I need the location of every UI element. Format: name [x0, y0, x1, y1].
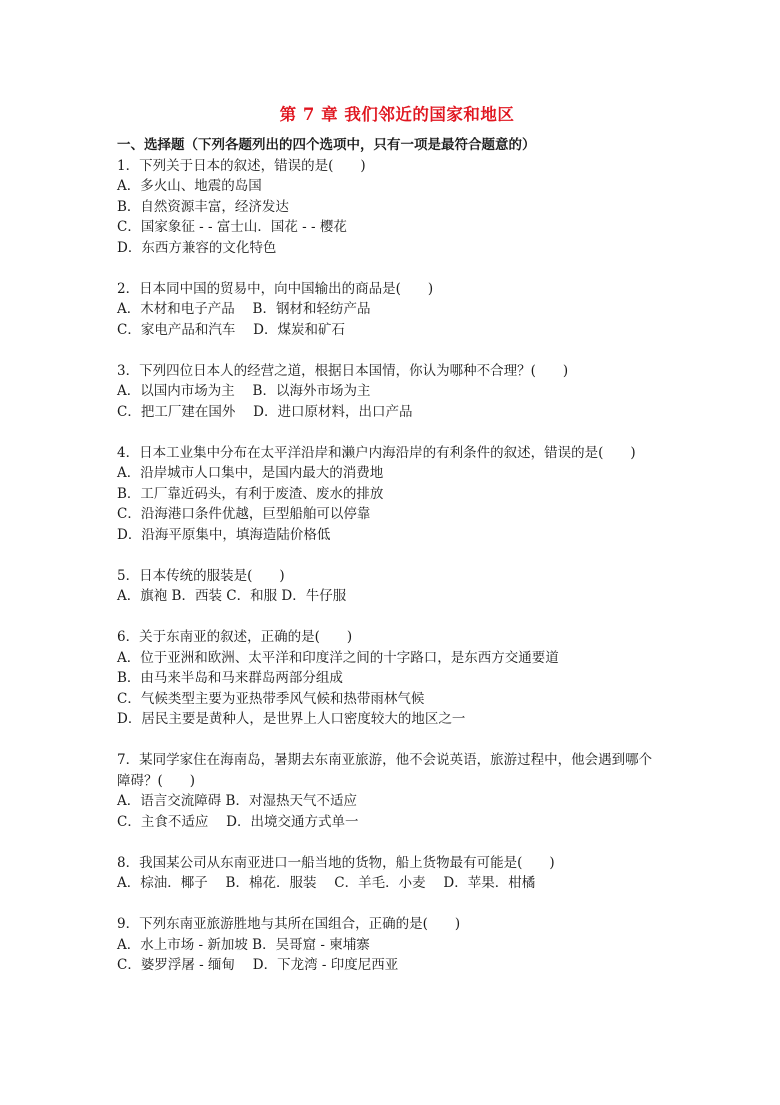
question-stem: 2．日本同中国的贸易中，向中国输出的商品是( ) — [117, 280, 434, 297]
question-line: B．自然资源丰富，经济发达 — [117, 198, 289, 215]
question-line: D．东西方兼容的文化特色 — [117, 239, 277, 256]
question-2 — [117, 279, 677, 341]
question-line: A．多火山、地震的岛国 — [117, 178, 262, 194]
question-line: C．气候类型主要为亚热带季风气候和热带雨林气候 — [117, 690, 425, 707]
question-list — [117, 156, 677, 976]
question-line: A．旗袍 B．西装 C．和服 D．牛仔服 — [117, 588, 347, 604]
spacer — [117, 545, 677, 566]
question-4 — [117, 443, 677, 546]
question-line: 障碍？( ) — [117, 772, 196, 789]
question-5 — [117, 566, 677, 607]
question-stem: 4．日本工业集中分布在太平洋沿岸和濑户内海沿岸的有利条件的叙述，错误的是( ) — [117, 444, 636, 461]
question-line: C．家电产品和汽车 D．煤炭和矿石 — [117, 321, 345, 338]
question-line: A．语言交流障碍 B．对湿热天气不适应 — [117, 793, 357, 809]
question-line: A．水上市场 - 新加坡 B．吴哥窟 - 柬埔寨 — [117, 936, 370, 953]
spacer — [117, 422, 677, 443]
question-8 — [117, 853, 677, 894]
question-line: A．以国内市场为主 B．以海外市场为主 — [117, 383, 371, 399]
question-line: A．沿岸城市人口集中，是国内最大的消费地 — [117, 465, 384, 481]
question-line: C．国家象征 - - 富士山．国花 - - 樱花 — [117, 219, 347, 235]
question-stem: 9．下列东南亚旅游胜地与其所在国组合，正确的是( ) — [117, 916, 461, 932]
spacer — [117, 258, 677, 279]
question-stem: 8．我国某公司从东南亚进口一船当地的货物，船上货物最有可能是( ) — [117, 854, 555, 871]
spacer — [117, 340, 677, 361]
question-7 — [117, 750, 677, 832]
question-9 — [117, 914, 677, 976]
question-line: B．工厂靠近码头，有利于废渣、废水的排放 — [117, 485, 384, 502]
question-line: C．沿海港口条件优越，巨型船舶可以停靠 — [117, 506, 371, 522]
question-line: C．主食不适应 D．出境交通方式单一 — [117, 813, 359, 830]
document-page — [117, 104, 677, 976]
question-stem: 6．关于东南亚的叙述，正确的是( ) — [117, 629, 353, 645]
question-line: A．木材和电子产品 B．钢材和轻纺产品 — [117, 301, 371, 317]
question-stem: 1．下列关于日本的叙述，错误的是( ) — [117, 157, 366, 174]
question-1 — [117, 156, 677, 259]
section-heading: 一、选择题（下列各题列出的四个选项中，只有一项是最符合题意的） — [117, 137, 536, 153]
spacer — [117, 832, 677, 853]
question-line: C．婆罗浮屠 - 缅甸 D．下龙湾 - 印度尼西亚 — [117, 957, 399, 973]
question-line: A．棕油．椰子 B．棉花．服装 C．羊毛．小麦 D．苹果．柑橘 — [117, 875, 536, 891]
chapter-title: 第 7 章 我们邻近的国家和地区 — [279, 105, 515, 124]
spacer — [117, 894, 677, 915]
question-stem: 5．日本传统的服装是( ) — [117, 567, 285, 584]
question-stem: 3．下列四位日本人的经营之道，根据日本国情，你认为哪种不合理？( ) — [117, 362, 569, 379]
spacer — [117, 607, 677, 628]
question-line: D．居民主要是黄种人，是世界上人口密度较大的地区之一 — [117, 711, 466, 727]
question-line: D．沿海平原集中，填海造陆价格低 — [117, 526, 331, 543]
question-stem: 7．某同学家住在海南岛，暑期去东南亚旅游，他不会说英语，旅游过程中，他会遇到哪个 — [117, 752, 653, 768]
question-6 — [117, 627, 677, 730]
question-3 — [117, 361, 677, 423]
spacer — [117, 730, 677, 751]
question-line: B．由马来半岛和马来群岛两部分组成 — [117, 670, 343, 686]
question-line: A．位于亚洲和欧洲、太平洋和印度洋之间的十字路口，是东西方交通要道 — [117, 649, 559, 666]
question-line: C．把工厂建在国外 D．进口原材料，出口产品 — [117, 403, 413, 420]
